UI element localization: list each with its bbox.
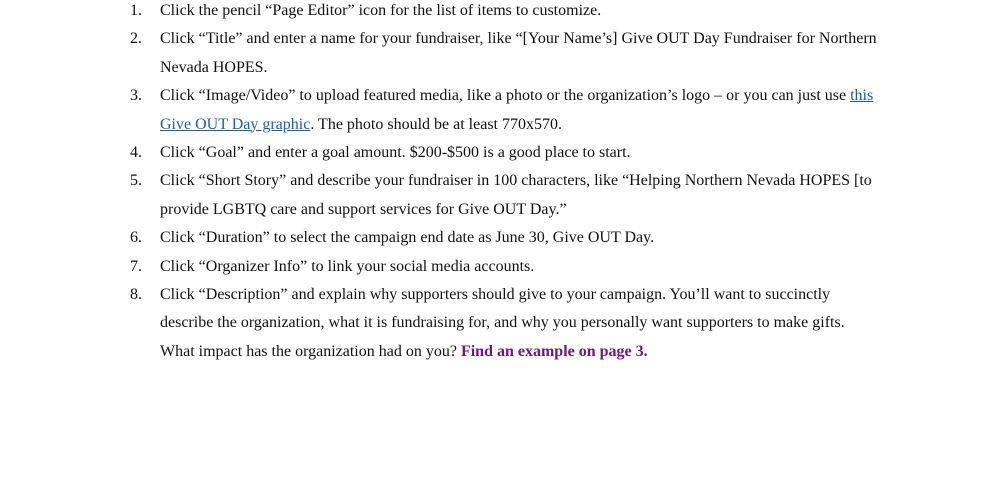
list-text: Click “Description” and explain why supporters should give to your campaign. You’ll want to succinctly describe the organization, what it is fundraising for, and why you personally want supporters to make gifts. What impact has the organization had on you? — [160, 286, 845, 360]
list-number: 2. — [130, 30, 142, 48]
list-text: Click “Goal” and enter a goal amount. $200-$500 is a good place to start. — [160, 144, 631, 162]
list-item — [0, 253, 1000, 281]
list-item — [0, 0, 1000, 25]
list-number: 5. — [130, 172, 142, 190]
list-item — [0, 167, 1000, 224]
list-item — [0, 25, 1000, 82]
list-text: Click “Duration” to select the campaign end date as June 30, Give OUT Day. — [160, 229, 655, 247]
example-highlight: Find an example on page 3. — [460, 342, 648, 360]
list-item — [0, 281, 1000, 366]
list-text: Click “Image/Video” to upload featured media, like a photo or the organization’s logo – or you can just use — [160, 87, 851, 105]
list-text: Click the pencil “Page Editor” icon for the list of items to customize. — [160, 2, 602, 19]
list-number: 1. — [130, 2, 142, 19]
list-number: 8. — [130, 286, 142, 304]
list-text: Click “Organizer Info” to link your social media accounts. — [160, 257, 535, 275]
list-number: 7. — [130, 257, 142, 275]
list-item — [0, 224, 1000, 252]
graphic-link[interactable]: this Give OUT Day graphic — [160, 87, 874, 133]
list-item — [0, 82, 1000, 139]
list-number: 6. — [130, 229, 142, 247]
list-text-after: . The photo should be at least 770x570. — [310, 115, 562, 133]
list-text: Click “Title” and enter a name for your fundraiser, like “[Your Name’s] Give OUT Day Fundraiser for Northern Nevada HOPES. — [160, 30, 877, 76]
list-item — [0, 139, 1000, 167]
list-number: 3. — [130, 87, 142, 105]
list-number: 4. — [130, 144, 142, 162]
list-text: Click “Short Story” and describe your fundraiser in 100 characters, like “Helping Northern Nevada HOPES [to provide LGBTQ care and support services for Give OUT Day.” — [160, 172, 872, 218]
